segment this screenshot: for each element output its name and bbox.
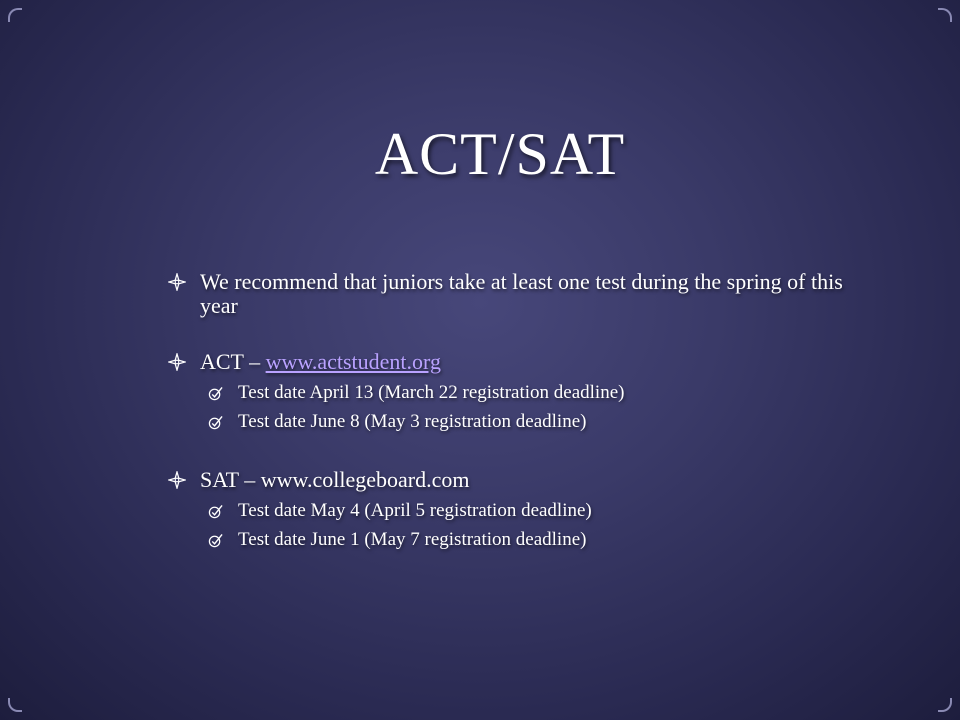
slide-title: ACT/SAT [374, 121, 626, 187]
bullet-item-recommendation [168, 270, 848, 318]
check-circle-icon [208, 504, 223, 519]
act-date-text: Test date April 13 (March 22 registration deadline) [238, 382, 625, 403]
four-point-star-icon [168, 471, 186, 489]
act-date-text: Test date June 8 (May 3 registration deadline) [238, 411, 587, 432]
check-circle-icon [208, 533, 223, 548]
check-circle-icon [208, 415, 223, 430]
four-point-star-icon [168, 353, 186, 371]
act-date-item [200, 378, 848, 407]
sat-date-item [200, 525, 848, 554]
bullet-text: We recommend that juniors take at least one test during the spring of this year [200, 269, 843, 318]
sat-date-text: Test date May 4 (April 5 registration deadline) [238, 500, 592, 521]
slide-content [168, 270, 848, 554]
act-link[interactable]: www.actstudent.org [265, 349, 441, 374]
frame-corner-bottom-right [938, 698, 952, 712]
bullet-item-act [168, 350, 848, 436]
act-dates-list [200, 378, 848, 436]
frame-corner-top-left [8, 8, 22, 22]
sat-date-item [200, 496, 848, 525]
sat-date-text: Test date June 1 (May 7 registration deadline) [238, 529, 587, 550]
frame-corner-top-right [938, 8, 952, 22]
sat-dates-list [200, 496, 848, 554]
act-label: ACT – [200, 349, 266, 374]
four-point-star-icon [168, 273, 186, 291]
sat-label: SAT – www.collegeboard.com [200, 467, 470, 492]
act-date-item [200, 407, 848, 436]
bullet-item-sat [168, 468, 848, 554]
frame-corner-bottom-left [8, 698, 22, 712]
check-circle-icon [208, 386, 223, 401]
